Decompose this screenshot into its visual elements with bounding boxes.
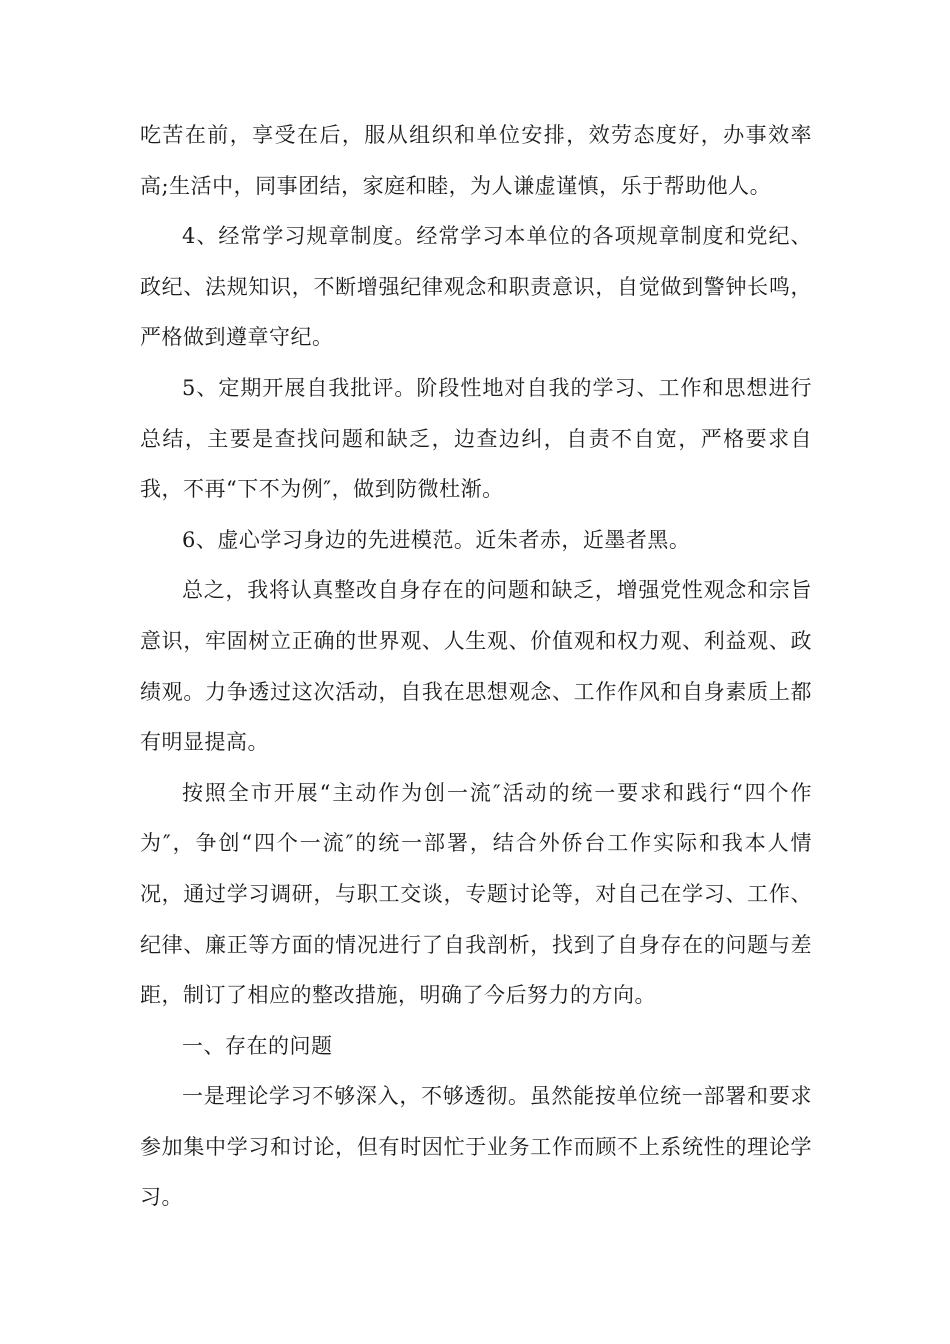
paragraph-7: 一是理论学习不够深入，不够透彻。虽然能按单位统一部署和要求参加集中学习和讨论，但有时因忙于业务工作而顾不上系统性的理论学习。 bbox=[140, 1084, 812, 1210]
section-heading: 一、存在的问题 bbox=[182, 1033, 333, 1058]
paragraph-5: 总之，我将认真整改自身存在的问题和缺乏，增强党性观念和宗旨意识，牢固树立正确的世界观、人生观、价值观和权力观、利益观、政绩观。力争透过这次活动，自我在思想观念、工作作风和自身素质上都有明显提高。 bbox=[140, 578, 812, 755]
paragraph-3: 5、定期开展自我批评。阶段性地对自我的学习、工作和思想进行总结，主要是查找问题和缺乏，边查边纠，自责不自宽，严格要求自我，不再“下不为例″，做到防微杜渐。 bbox=[140, 375, 812, 502]
paragraph-6: 按照全市开展“主动作为创一流″活动的统一要求和践行“四个作为″，争创“四个一流″的统一部署，结合外侨台工作实际和我本人情况，通过学习调研，与职工交谈，专题讨论等，对自己在学习、工作、纪律、廉正等方面的情况进行了自我剖析，找到了自身存在的问题与差距，制订了相应的整改措施，明确了今后努力的方向。 bbox=[140, 780, 812, 1008]
paragraph-4: 6、虚心学习身边的先进模范。近朱者赤，近墨者黑。 bbox=[182, 527, 691, 552]
document-body bbox=[140, 110, 812, 1223]
paragraph-2: 4、经常学习规章制度。经常学习本单位的各项规章制度和党纪、政纪、法规知识，不断增强纪律观念和职责意识，自觉做到警钟长鸣，严格做到遵章守纪。 bbox=[140, 224, 812, 350]
paragraph-1: 吃苦在前，享受在后，服从组织和单位安排，效劳态度好，办事效率高;生活中，同事团结，家庭和睦，为人谦虚谨慎，乐于帮助他人。 bbox=[140, 123, 812, 198]
